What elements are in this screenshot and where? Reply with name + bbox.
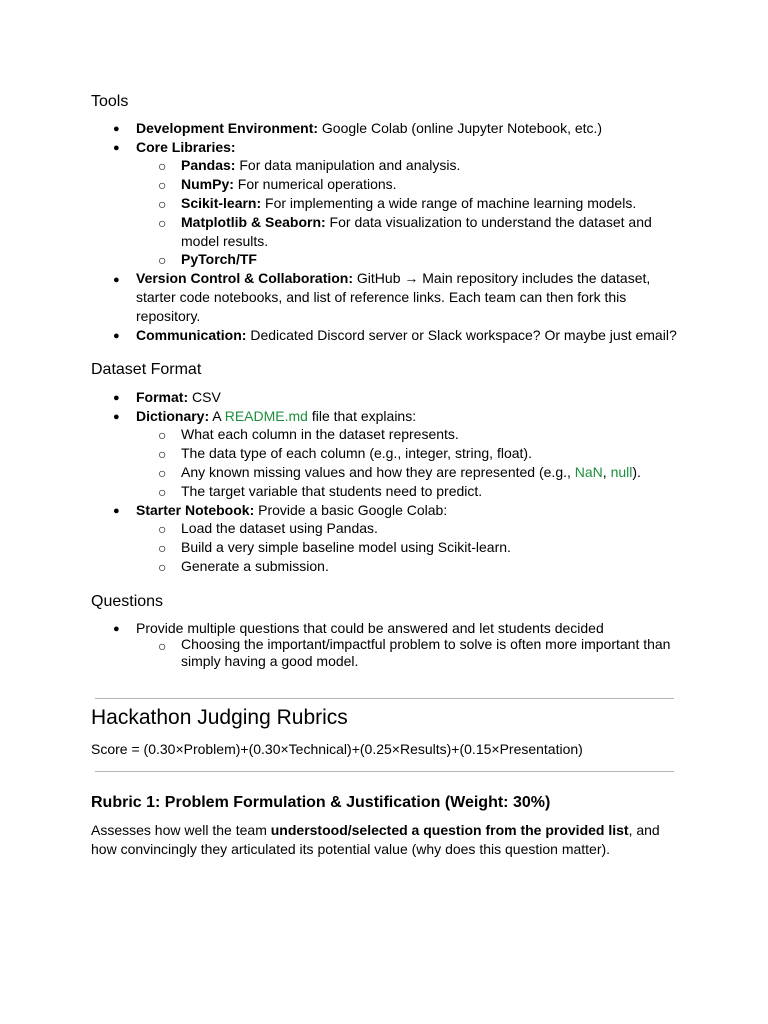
list-item-build: Build a very simple baseline model using Scikit-learn.	[181, 539, 511, 555]
list-item-version-control: Version Control & Collaboration: GitHub → Main repository includes the dataset,	[136, 270, 651, 286]
rubrics-title: Hackathon Judging Rubrics	[91, 706, 348, 729]
list-item-core-libraries: Core Libraries:	[136, 139, 236, 155]
tools-heading: Tools	[91, 93, 129, 110]
list-item-pandas: Pandas: For data manipulation and analysis.	[181, 157, 461, 173]
list-item-load: Load the dataset using Pandas.	[181, 520, 378, 536]
list-item-dev-env: Development Environment: Google Colab (online Jupyter Notebook, etc.)	[136, 120, 603, 136]
bullet-icon: ●	[113, 123, 120, 135]
sub-bullet-icon: ○	[158, 215, 167, 231]
list-item-communication: Communication: Dedicated Discord server or Slack workspace? Or maybe just email?	[136, 327, 677, 343]
bullet-icon: ●	[113, 623, 120, 635]
rubric-1-title: Rubric 1: Problem Formulation & Justification (Weight: 30%)	[91, 794, 551, 811]
bullet-icon: ●	[113, 392, 120, 404]
list-item-questions: Provide multiple questions that could be answered and let students decided	[136, 620, 604, 636]
list-item-choosing: Choosing the important/impactful problem to solve is often more important than	[181, 636, 671, 652]
list-item-data-type: The data type of each column (e.g., integer, string, float).	[181, 445, 532, 461]
list-item-dictionary: Dictionary: A README.md file that explains:	[136, 408, 417, 424]
sub-bullet-icon: ○	[158, 446, 167, 462]
list-item-matplotlib-cont: model results.	[181, 233, 269, 249]
list-item-choosing-cont: simply having a good model.	[181, 653, 359, 669]
bullet-icon: ●	[113, 142, 120, 154]
list-item-pytorch: PyTorch/TF	[181, 251, 257, 267]
list-item-generate: Generate a submission.	[181, 558, 329, 574]
bullet-icon: ●	[113, 274, 120, 286]
list-item-column: What each column in the dataset represents.	[181, 426, 459, 442]
sub-bullet-icon: ○	[158, 465, 167, 481]
list-item-target: The target variable that students need to predict.	[181, 483, 483, 499]
list-item-version-control-cont: starter code notebooks, and list of reference links. Each team can then fork this	[136, 289, 627, 305]
sub-bullet-icon: ○	[158, 427, 167, 443]
list-item-numpy: NumPy: For numerical operations.	[181, 176, 397, 192]
list-item-matplotlib: Matplotlib & Seaborn: For data visualization to understand the dataset and	[181, 214, 652, 230]
bullet-icon: ●	[113, 505, 120, 517]
sub-bullet-icon: ○	[158, 158, 167, 174]
dataset-format-heading: Dataset Format	[91, 361, 202, 378]
rubric-1-description-cont: how convincingly they articulated its potential value (why does this question matter).	[91, 841, 611, 857]
rubric-1-description: Assesses how well the team understood/selected a question from the provided list, and	[91, 822, 660, 838]
sub-bullet-icon: ○	[158, 521, 167, 537]
sub-bullet-icon: ○	[158, 540, 167, 556]
readme-link[interactable]: README.md	[224, 408, 308, 424]
bullet-icon: ●	[113, 330, 120, 342]
sub-bullet-icon: ○	[158, 196, 167, 212]
list-item-scikit-learn: Scikit-learn: For implementing a wide range of machine learning models.	[181, 195, 637, 211]
score-formula: Score = (0.30×Problem)+(0.30×Technical)+(0.25×Results)+(0.15×Presentation)	[91, 741, 583, 757]
bullet-icon: ●	[113, 411, 120, 423]
sub-bullet-icon: ○	[158, 252, 167, 268]
nan-link[interactable]: NaN	[574, 464, 603, 480]
null-link[interactable]: null	[610, 464, 633, 480]
sub-bullet-icon: ○	[158, 559, 167, 575]
sub-bullet-icon: ○	[158, 484, 167, 500]
sub-bullet-icon: ○	[158, 638, 167, 654]
list-item-format: Format: CSV	[136, 389, 221, 405]
horizontal-rule	[95, 771, 674, 772]
questions-heading: Questions	[91, 593, 164, 610]
list-item-missing-values: Any known missing values and how they are represented (e.g., NaN, null).	[181, 464, 641, 480]
list-item-version-control-cont: repository.	[136, 308, 201, 324]
sub-bullet-icon: ○	[158, 177, 167, 193]
list-item-starter-notebook: Starter Notebook: Provide a basic Google Colab:	[136, 502, 448, 518]
horizontal-rule	[95, 698, 674, 699]
